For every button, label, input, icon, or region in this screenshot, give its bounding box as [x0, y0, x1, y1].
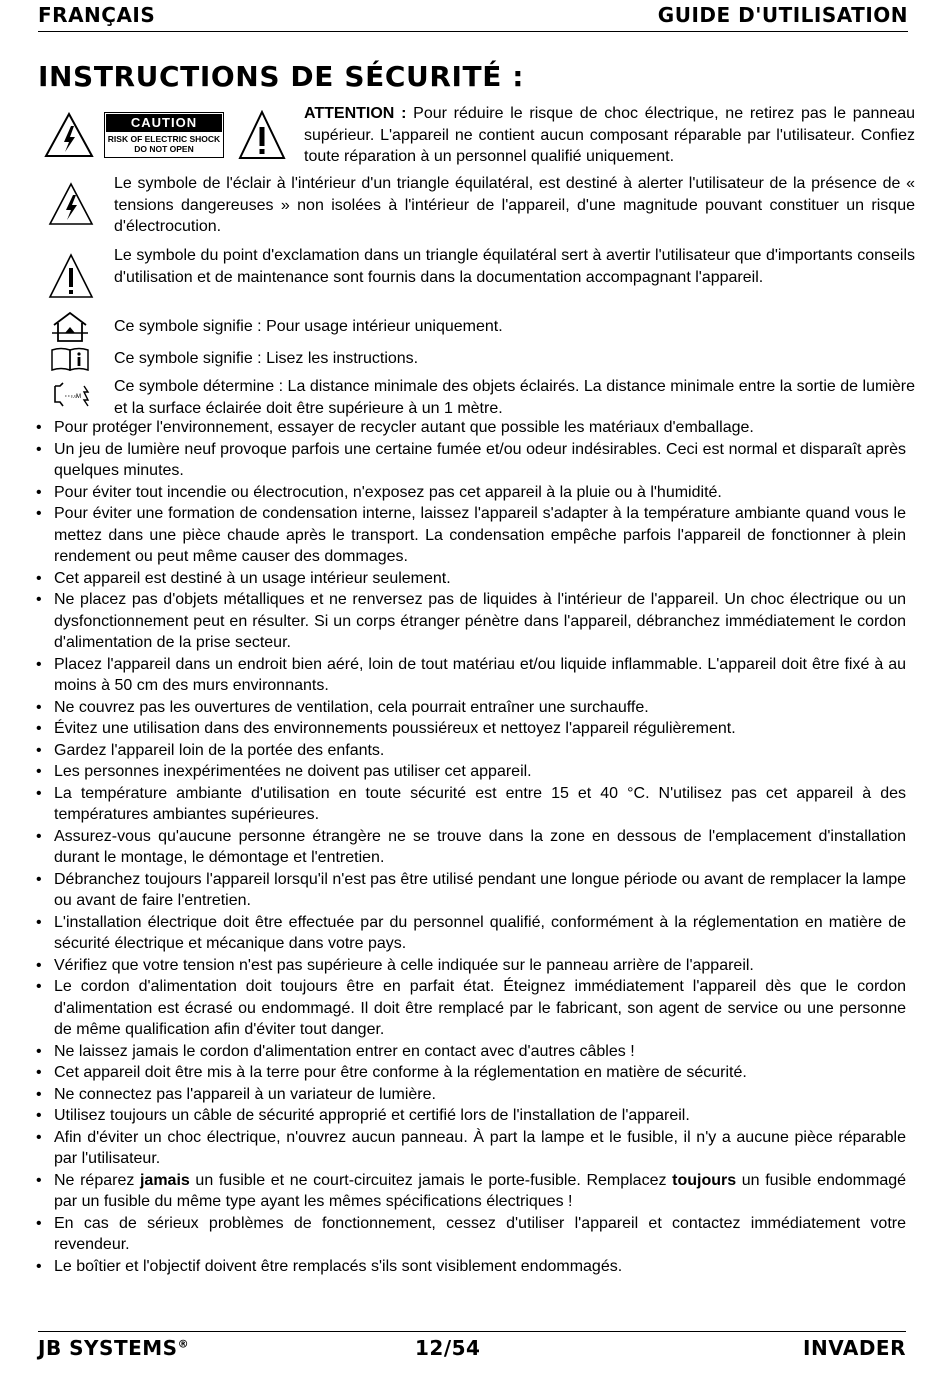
caution-line1: RISK OF ELECTRIC SHOCK: [107, 134, 221, 144]
page-header: [38, 3, 908, 32]
read-instructions-icon: [50, 346, 90, 372]
list-item-emphasis: toujours: [672, 1171, 737, 1189]
symbol-exclamation-text: Le symbole du point d'exclamation dans un triangle équilatéral sert à avertir l'utilisateur que d'importants conseils d'utilisation et de maintenance sont fournis dans la documentation accompagnant l'appareil.: [114, 247, 915, 286]
lightning-triangle-icon: [44, 112, 94, 158]
list-item: • Un jeu de lumière neuf provoque parfois une certaine fumée et/ou odeur indésirables. Ceci est normal et disparaît après quelques minutes.: [36, 439, 906, 482]
list-item: • Assurez-vous qu'aucune personne étrangère ne se trouve dans la zone en dessous de l'emplacement d'installation durant le montage, le démontage et l'entretien.: [36, 826, 906, 869]
attention-label: ATTENTION :: [304, 105, 407, 122]
footer-product: INVADER: [803, 1336, 906, 1360]
safety-bullet-list: [36, 417, 906, 1277]
distance-icon-label: ...M: [71, 394, 81, 400]
list-item: • L'installation électrique doit être effectuée par du personnel qualifié, conformément à la réglementation en matière de sécurité électrique et mécanique dans votre pays.: [36, 912, 906, 955]
list-item: • Afin d'éviter un choc électrique, n'ouvrez aucun panneau. À part la lampe et le fusible, il n'y a aucune pièce réparable par l'utilisateur.: [36, 1127, 906, 1170]
symbol-distance-text: Ce symbole détermine : La distance minimale des objets éclairés. La distance minimale entre la sortie de lumière et la surface éclairée doit être supérieure à un 1 mètre.: [114, 378, 915, 417]
attention-paragraph: [304, 103, 915, 168]
list-item: • Débranchez toujours l'appareil lorsqu'il n'est pas être utilisé pendant une longue période ou avant de remplacer la lampe ou avant de faire l'entretien.: [36, 869, 906, 912]
list-item: • Utilisez toujours un câble de sécurité approprié et certifié lors de l'installation de l'appareil.: [36, 1105, 906, 1127]
list-item: • Le cordon d'alimentation doit toujours être en parfait état. Éteignez immédiatement l'appareil dès que le cordon d'alimentation est écrasé ou endommagé. Il doit être remplacé par le fabricant, son agent de service ou une personne de même qualification afin d'éviter tout danger.: [36, 976, 906, 1041]
registered-mark: ®: [177, 1337, 190, 1351]
symbol-lightning-text: Le symbole de l'éclair à l'intérieur d'un triangle équilatéral, est destiné à alerter l'utilisateur de la présence de « tensions dangereuses » non isolées à l'intérieur de l'appareil, d'une magnitude pouvant constituer un risque d'électrocution.: [114, 175, 915, 235]
list-item: • Les personnes inexpérimentées ne doivent pas utiliser cet appareil.: [36, 761, 906, 783]
footer-page-number: 12/54: [415, 1336, 481, 1360]
list-item: [36, 1170, 906, 1213]
exclamation-triangle-icon: [238, 110, 286, 160]
list-item-text: un fusible endommagé par un fusible du même type ayant les mêmes spécifications électriques !: [54, 1171, 907, 1210]
list-item: • Placez l'appareil dans un endroit bien aéré, loin de tout matériau et/ou liquide inflammable. L'appareil doit être fixé à au moins à 50 cm des murs environnants.: [36, 654, 906, 697]
attention-text: Pour réduire le risque de choc électrique, ne retirez pas le panneau supérieur. L'appareil ne contient aucun composant réparable par l'utilisateur. Confiez toute réparation à un personnel qualifié uniquement.: [304, 105, 915, 165]
list-item: • Gardez l'appareil loin de la portée des enfants.: [36, 740, 906, 762]
page-footer: [38, 1331, 906, 1364]
list-item: • Pour éviter une formation de condensation interne, laissez l'appareil s'adapter à la température ambiante quand vous le mettez dans une pièce chaude après le transport. La condensation empêche parfois l'appareil de fonctionner à plein rendement ou peut même causer des dommages.: [36, 503, 906, 568]
indoor-use-icon: [50, 311, 90, 343]
caution-line2: DO NOT OPEN: [134, 144, 194, 154]
footer-brand: JB SYSTEMS®: [38, 1336, 190, 1360]
list-item: • Cet appareil doit être mis à la terre pour être conforme à la réglementation en matière de sécurité.: [36, 1062, 906, 1084]
list-item: • Vérifiez que votre tension n'est pas supérieure à celle indiquée sur le panneau arrière de l'appareil.: [36, 955, 906, 977]
lightning-triangle-icon: [48, 182, 94, 226]
caution-title: CAUTION: [106, 114, 222, 132]
symbol-read-text: Ce symbole signifie : Lisez les instructions.: [114, 350, 419, 367]
list-item: • Pour éviter tout incendie ou électrocution, n'exposez pas cet appareil à la pluie ou à l'humidité.: [36, 482, 906, 504]
header-doc-type: GUIDE D'UTILISATION: [657, 3, 908, 27]
list-item: • Ne placez pas d'objets métalliques et ne renversez pas de liquides à l'intérieur de l'appareil. Un choc électrique ou un dysfonctionnement peut en résulter. Si un corps étranger pénètre dans l'appareil, débranchez immédiatement le cordon d'alimentation de la prise secteur.: [36, 589, 906, 654]
list-item: • Ne laissez jamais le cordon d'alimentation entrer en contact avec d'autres câbles !: [36, 1041, 906, 1063]
caution-label: [104, 112, 224, 158]
minimum-distance-icon: [52, 382, 92, 410]
list-item-emphasis: jamais: [139, 1171, 190, 1189]
list-item: • En cas de sérieux problèmes de fonctionnement, cessez d'utiliser l'appareil et contactez immédiatement votre revendeur.: [36, 1213, 906, 1256]
list-item: • Cet appareil est destiné à un usage intérieur seulement.: [36, 568, 906, 590]
list-item: • Pour protéger l'environnement, essayer de recycler autant que possible les matériaux d'emballage.: [36, 417, 906, 439]
list-item: • Ne couvrez pas les ouvertures de ventilation, cela pourrait entraîner une surchauffe.: [36, 697, 906, 719]
list-item: • Évitez une utilisation dans des environnements poussiéreux et nettoyez l'appareil régulièrement.: [36, 718, 906, 740]
list-item: • Ne connectez pas l'appareil à un variateur de lumière.: [36, 1084, 906, 1106]
list-item-text: un fusible et ne court-circuitez jamais le porte-fusible. Remplacez: [189, 1171, 673, 1189]
symbol-indoor-text: Ce symbole signifie : Pour usage intérieur uniquement.: [114, 318, 503, 335]
header-language: FRANÇAIS: [38, 3, 156, 27]
exclamation-triangle-icon: [48, 253, 94, 299]
list-item: • La température ambiante d'utilisation en toute sécurité est entre 15 et 40 °C. N'utilisez pas cet appareil à des températures ambiantes supérieures.: [36, 783, 906, 826]
page-title: INSTRUCTIONS DE SÉCURITÉ :: [38, 60, 525, 93]
list-item: • Le boîtier et l'objectif doivent être remplacés s'ils sont visiblement endommagés.: [36, 1256, 906, 1278]
list-item-text: Ne réparez: [54, 1171, 140, 1189]
